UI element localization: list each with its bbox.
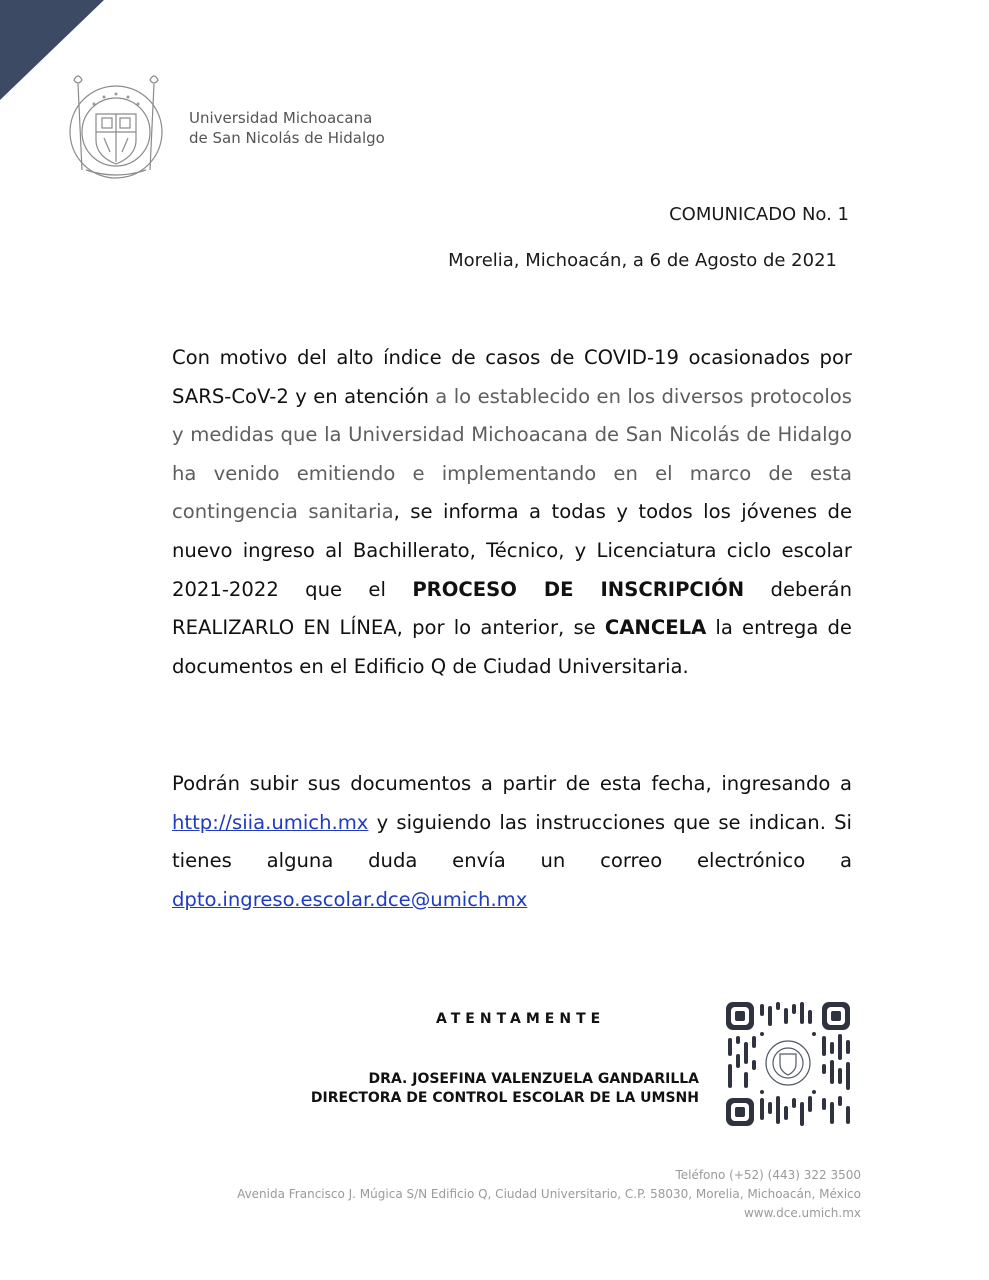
- p1-bold-proceso: PROCESO DE INSCRIPCIÓN: [412, 577, 745, 601]
- closing-text: ATENTAMENTE: [436, 1011, 606, 1027]
- university-name-line2: de San Nicolás de Hidalgo: [189, 129, 385, 147]
- signer-name: DRA. JOSEFINA VALENZUELA GANDARILLA: [368, 1071, 699, 1087]
- p1-text-2: a lo establecido en los diversos protocolos y medidas que la Universidad Michoacana de San Nicolás de Hidalgo ha venido emitiendo e implementando en el marco de esta contingencia sanitaria: [172, 384, 852, 524]
- p2-text-2: y siguiendo las instrucciones que se indican. Si tienes alguna duda envía un correo electrónico a: [172, 810, 852, 873]
- university-name: [189, 108, 385, 148]
- p1-text-4: deberán REALIZARLO EN LÍNEA, por lo anterior, se: [172, 577, 852, 640]
- p1-text-1: Con motivo del alto índice de casos de COVID-19 ocasionados por SARS-CoV-2 y en atención: [172, 346, 852, 408]
- university-name-line1: Universidad Michoacana: [189, 109, 373, 127]
- signer-title: DIRECTORA DE CONTROL ESCOLAR DE LA UMSNH: [310, 1090, 699, 1106]
- footer-phone: Teléfono (+52) (443) 322 3500: [675, 1168, 861, 1182]
- siia-link[interactable]: http://siia.umich.mx: [172, 810, 369, 834]
- qr-code-icon: [726, 1002, 850, 1126]
- email-link[interactable]: dpto.ingreso.escolar.dce@umich.mx: [172, 887, 528, 911]
- communique-number: COMUNICADO No. 1: [669, 204, 849, 225]
- body-paragraph-2: [172, 765, 852, 919]
- body-paragraph-1: [172, 339, 852, 686]
- p1-text-5: la entrega de documentos en el Edificio Q de Ciudad Universitaria.: [172, 616, 852, 678]
- footer-address: Avenida Francisco J. Múgica S/N Edificio Q, Ciudad Universitario, C.P. 58030, Morelia, Michoacán, México: [237, 1187, 861, 1201]
- communique-date: Morelia, Michoacán, a 6 de Agosto de 2021: [448, 250, 837, 271]
- p1-text-3: , se informa a todas y todos los jóvenes de nuevo ingreso al Bachillerato, Técnico, y Licenciatura ciclo escolar 2021-2022 que el: [172, 500, 852, 601]
- university-seal-icon: [64, 70, 176, 184]
- p2-text-1: Podrán subir sus documentos a partir de esta fecha, ingresando a: [172, 772, 852, 795]
- footer-contact: [237, 1166, 861, 1223]
- signature-block: [311, 1070, 699, 1108]
- p1-bold-cancela: CANCELA: [604, 616, 707, 640]
- footer-website: www.dce.umich.mx: [743, 1206, 861, 1220]
